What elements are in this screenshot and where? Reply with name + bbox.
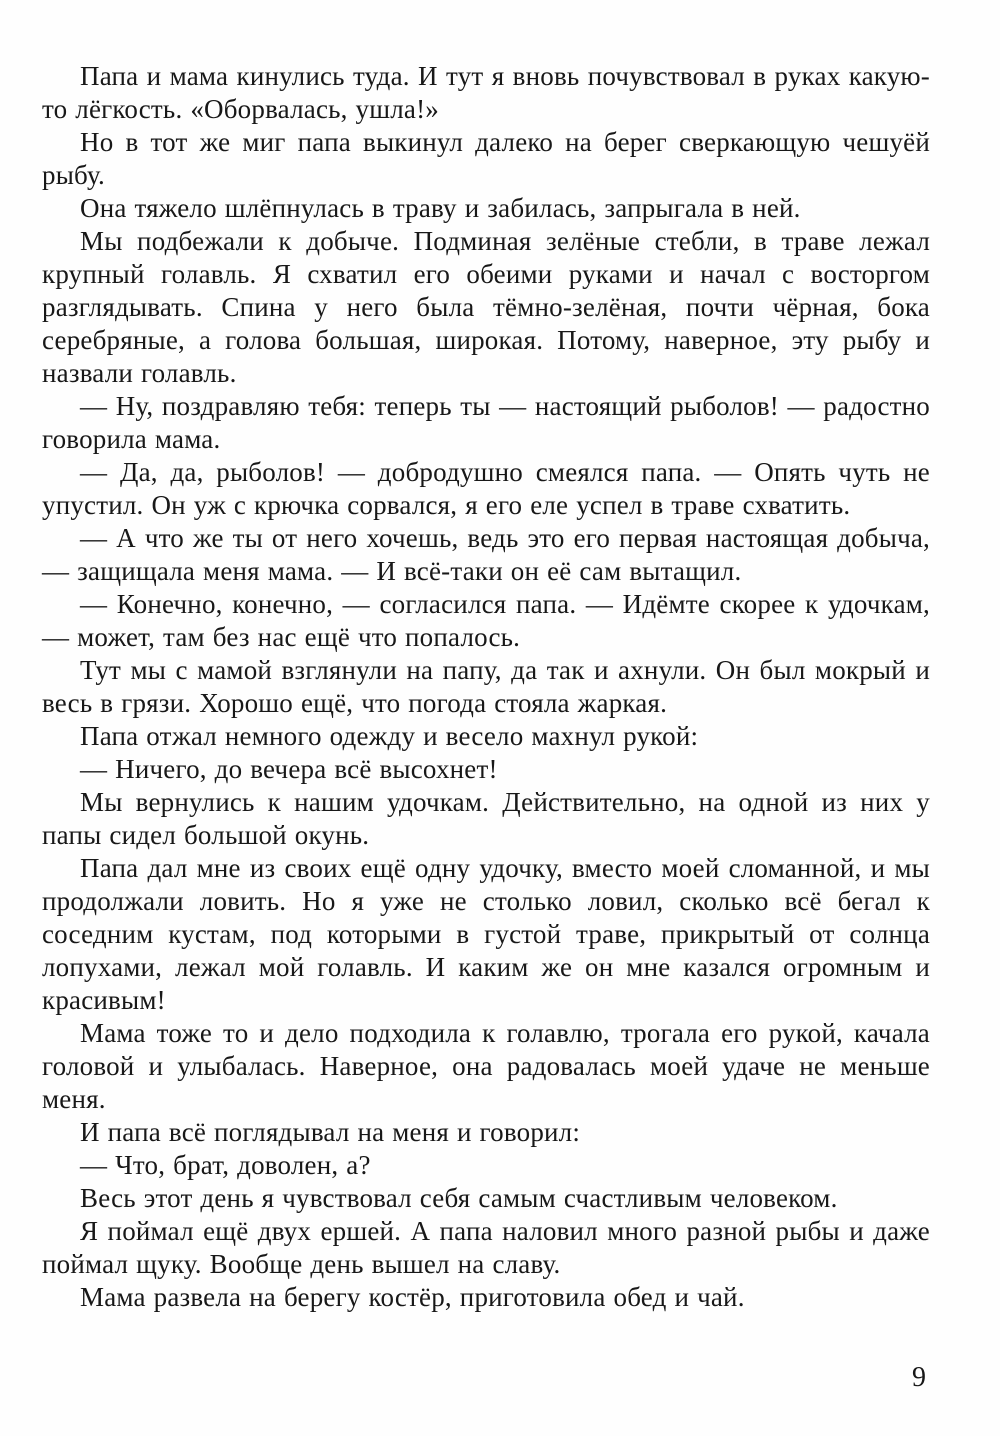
paragraph: Но в тот же миг папа выкинул далеко на берег сверкающую чешуёй рыбу. <box>42 127 930 190</box>
paragraph: Мы вернулись к нашим удочкам. Действительно, на одной из них у папы сидел большой окунь. <box>42 787 930 850</box>
paragraph: Папа дал мне из своих ещё одну удочку, вместо моей сломанной, и мы продолжали ловить. Но я уже не столько ловил, сколько всё бегал к соседним кустам, под которыми в густой траве, прикрытый от солнца лопухами, лежал мой голавль. И каким же он мне казался огромным и красивым! <box>42 853 930 1015</box>
paragraph: И папа всё поглядывал на меня и говорил: <box>80 1117 581 1147</box>
paragraph: Папа отжал немного одежду и весело махнул рукой: <box>80 721 699 751</box>
paragraph: Мы подбежали к добыче. Подминая зелёные стебли, в траве лежал крупный голавль. Я схватил его обеими руками и начал с восторгом разглядывать. Спина у него была тёмно-зелёная, почти чёрная, бока серебряные, а голова большая, широкая. Потому, наверное, эту рыбу и назвали голавль. <box>42 226 930 388</box>
paragraph: — Да, да, рыболов! — добродушно смеялся папа. — Опять чуть не упустил. Он уж с крючка сорвался, я его еле успел в траве схватить. <box>42 457 930 520</box>
story-text <box>42 60 930 1314</box>
paragraph: Она тяжело шлёпнулась в траву и забилась, запрыгала в ней. <box>80 193 801 223</box>
paragraph: Папа и мама кинулись туда. И тут я вновь почувствовал в руках какую-то лёгкость. «Оборвалась, ушла!» <box>42 61 930 124</box>
page-number: 9 <box>912 1362 926 1393</box>
paragraph: — Конечно, конечно, — согласился папа. — Идёмте скорее к удочкам, — может, там без нас ещё что попалось. <box>42 589 930 652</box>
paragraph: — Что, брат, доволен, а? <box>80 1150 371 1180</box>
paragraph: Мама развела на берегу костёр, приготовила обед и чай. <box>80 1282 745 1312</box>
paragraph: Тут мы с мамой взглянули на папу, да так и ахнули. Он был мокрый и весь в грязи. Хорошо ещё, что погода стояла жаркая. <box>42 655 930 718</box>
paragraph: Весь этот день я чувствовал себя самым счастливым человеком. <box>80 1183 838 1213</box>
paragraph: — Ничего, до вечера всё высохнет! <box>80 754 498 784</box>
paragraph: Я поймал ещё двух ершей. А папа наловил много разной рыбы и даже поймал щуку. Вообще день вышел на славу. <box>42 1216 930 1279</box>
paragraph: — Ну, поздравляю тебя: теперь ты — настоящий рыболов! — радостно говорила мама. <box>42 391 930 454</box>
paragraph: Мама тоже то и дело подходила к голавлю, трогала его рукой, качала головой и улыбалась. Наверное, она радовалась моей удаче не меньше меня. <box>42 1018 930 1114</box>
paragraph: — А что же ты от него хочешь, ведь это его первая настоящая добыча, — защищала меня мама. — И всё-таки он её сам вытащил. <box>42 523 930 586</box>
